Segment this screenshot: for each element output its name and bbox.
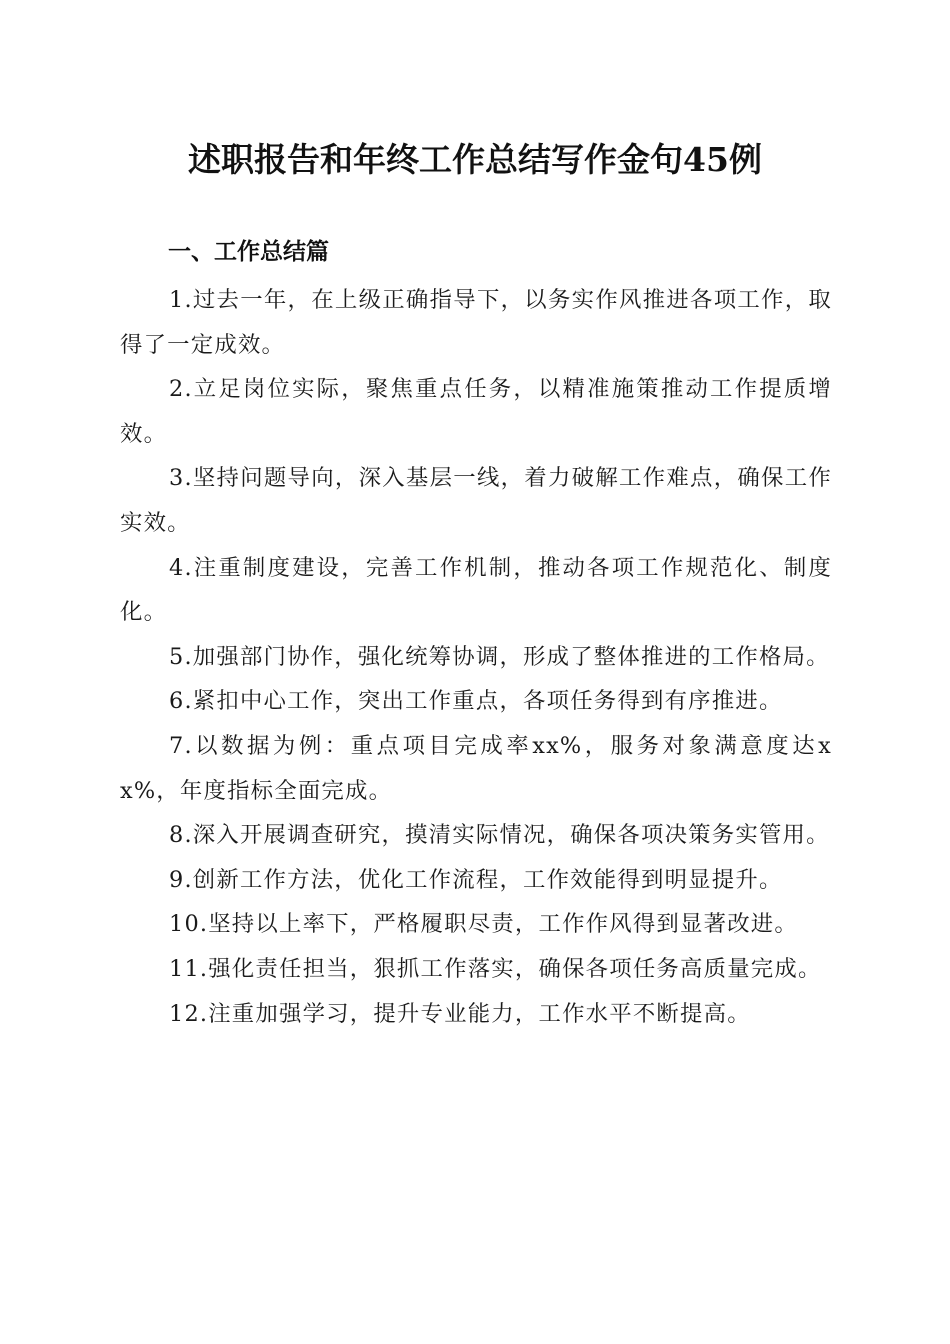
paragraph-item-11: 11.强化责任担当，狠抓工作落实，确保各项任务高质量完成。 xyxy=(169,955,822,982)
paragraph-item-9: 9.创新工作方法，优化工作流程，工作效能得到明显提升。 xyxy=(169,866,783,893)
paragraph-item-4: 4.注重制度建设，完善工作机制，推动各项工作规范化、制度化。 xyxy=(120,554,832,626)
paragraph-item-3: 3.坚持问题导向，深入基层一线，着力破解工作难点，确保工作实效。 xyxy=(120,465,832,536)
document-body xyxy=(120,278,832,1036)
paragraph-item-10: 10.坚持以上率下，严格履职尽责，工作作风得到显著改进。 xyxy=(169,911,798,938)
paragraph-item-2: 2.立足岗位实际，聚焦重点任务，以精准施策推动工作提质增效。 xyxy=(120,376,832,447)
paragraph-item-1: 1.过去一年，在上级正确指导下，以务实作风推进各项工作，取得了一定成效。 xyxy=(120,287,832,358)
paragraph-item-6: 6.紧扣中心工作，突出工作重点，各项任务得到有序推进。 xyxy=(169,688,783,715)
document-title: 述职报告和年终工作总结写作金句45例 xyxy=(188,140,762,179)
section-heading: 一、工作总结篇 xyxy=(168,239,329,265)
paragraph-item-12: 12.注重加强学习，提升专业能力，工作水平不断提高。 xyxy=(169,1000,751,1027)
paragraph-item-7: 7.以数据为例：重点项目完成率xx%，服务对象满意度达xx%，年度指标全面完成。 xyxy=(120,732,832,804)
paragraph-item-8: 8.深入开展调查研究，摸清实际情况，确保各项决策务实管用。 xyxy=(169,822,830,849)
paragraph-item-5: 5.加强部门协作，强化统筹协调，形成了整体推进的工作格局。 xyxy=(169,643,830,670)
